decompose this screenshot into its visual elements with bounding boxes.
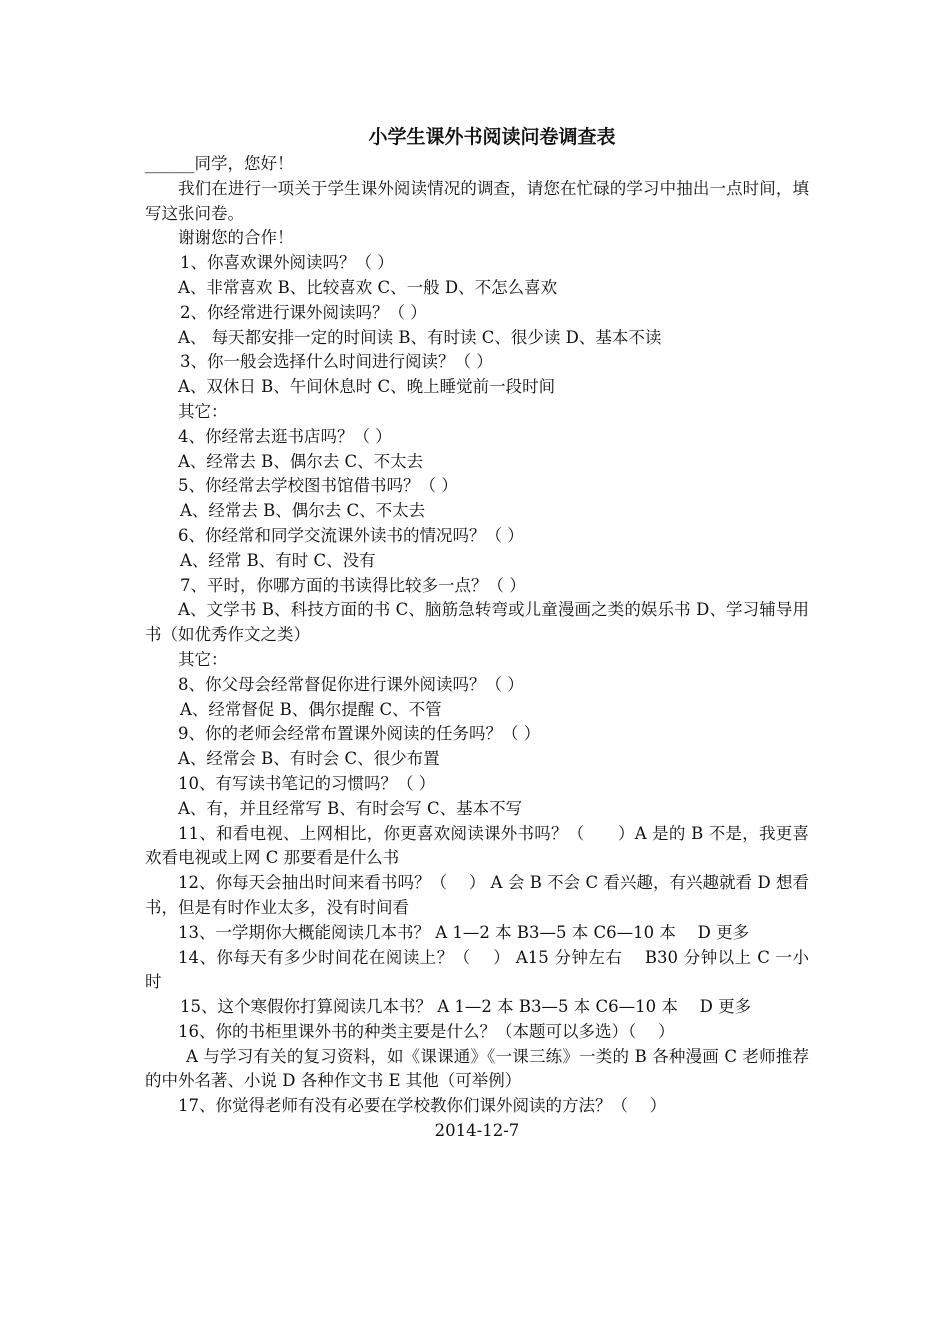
answer-9: A、经常会 B、有时会 C、很少布置 <box>178 749 440 769</box>
questionnaire-body <box>145 122 809 1144</box>
greeting-line: ______同学，您好！ <box>145 154 294 173</box>
intro-paragraph: 我们在进行一项关于学生课外阅读情况的调查，请您在忙碌的学习中抽出一点时间，填写这张问卷。 <box>145 178 809 223</box>
question-13: 13、一学期你大概能阅读几本书？ A 1—2 本 B3—5 本 C6—10 本 D 更多 <box>178 922 750 942</box>
question-12: 12、你每天会抽出时间来看书吗？（ ） A 会 B 不会 C 看兴趣，有兴趣就看 D 想看书，但是有时作业太多，没有时间看 <box>145 873 809 917</box>
question-17: 17、你觉得老师有没有必要在学校教你们课外阅读的方法？（ ） <box>178 1096 667 1116</box>
answer-6: A、经常 B、有时 C、没有 <box>180 550 376 570</box>
thanks-line: 谢谢您的合作！ <box>178 228 294 248</box>
document-title: 小学生课外书阅读问卷调查表 <box>368 126 616 148</box>
question-5: 5、你经常去学校图书馆借书吗？（ ） <box>178 476 458 496</box>
answer-7: A、文学书 B、科技方面的书 C、脑筋急转弯或儿童漫画之类的娱乐书 D、学习辅导用书（如优秀作文之类） <box>145 600 809 645</box>
question-15: 15、这个寒假你打算阅读几本书？ A 1—2 本 B3—5 本 C6—10 本 D 更多 <box>180 997 752 1017</box>
question-1: 1、你喜欢课外阅读吗？（ ） <box>180 253 394 273</box>
answer-8: A、经常督促 B、偶尔提醒 C、不管 <box>180 699 442 719</box>
answer-10: A、有，并且经常写 B、有时会写 C、基本不写 <box>178 798 523 818</box>
question-4: 4、你经常去逛书店吗？（ ） <box>178 426 392 446</box>
answer-5: A、经常去 B、偶尔去 C、不太去 <box>180 501 426 521</box>
question-14: 14、你每天有多少时间花在阅读上？（ ） A15 分钟左右 B30 分钟以上 C 一小时 <box>145 947 809 992</box>
question-3: 3、你一般会选择什么时间进行阅读？（ ） <box>180 352 493 372</box>
document-date: 2014-12-7 <box>434 1121 520 1141</box>
answer-16: A 与学习有关的复习资料，如《课课通》《一课三练》一类的 B 各种漫画 C 老师推荐的中外名著、小说 D 各种作文书 E 其他（可举例） <box>145 1046 809 1091</box>
question-10: 10、有写读书笔记的习惯吗？（ ） <box>178 773 436 793</box>
answer-1: A、非常喜欢 B、比较喜欢 C、一般 D、不怎么喜欢 <box>178 277 558 297</box>
question-2: 2、你经常进行课外阅读吗？（ ） <box>180 302 427 322</box>
question-6: 6、你经常和同学交流课外读书的情况吗？（ ） <box>178 525 524 545</box>
other-7: 其它： <box>178 649 228 669</box>
question-8: 8、你父母会经常督促你进行课外阅读吗？（ ） <box>178 674 524 694</box>
question-7: 7、平时，你哪方面的书读得比较多一点？（ ） <box>180 575 526 595</box>
question-16: 16、你的书柜里课外书的种类主要是什么？（本题可以多选）（ ） <box>178 1021 675 1041</box>
answer-2: A、 每天都安排一定的时间读 B、有时读 C、很少读 D、基本不读 <box>178 327 662 347</box>
other-3: 其它： <box>178 401 228 421</box>
question-9: 9、你的老师会经常布置课外阅读的任务吗？（ ） <box>178 724 541 744</box>
answer-3: A、双休日 B、午间休息时 C、晚上睡觉前一段时间 <box>178 377 556 397</box>
answer-4: A、经常去 B、偶尔去 C、不太去 <box>178 451 424 471</box>
question-11: 11、和看电视、上网相比，你更喜欢阅读课外书吗？（ ）A 是的 B 不是，我更喜欢看电视或上网 C 那要看是什么书 <box>145 823 809 868</box>
